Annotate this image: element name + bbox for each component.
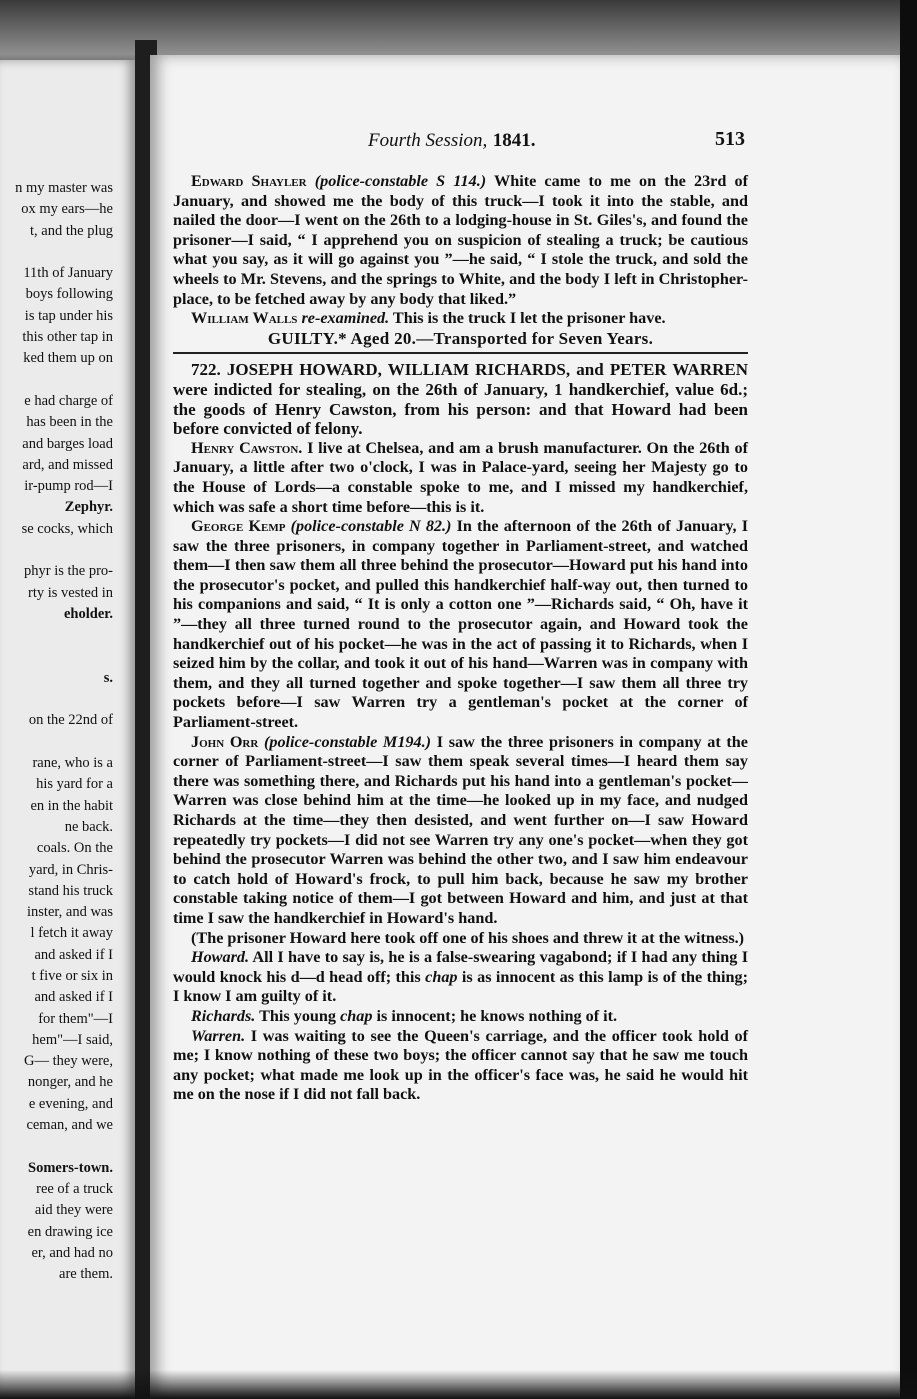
testimony-walls	[173, 309, 748, 329]
session-title: Fourth Session,	[368, 130, 488, 151]
witness-role: (police-constable S 114.)	[314, 172, 487, 190]
facing-page-line: e had charge of	[24, 392, 113, 409]
facing-page-line: hem"—I said,	[32, 1031, 113, 1048]
facing-page-line: coals. On the	[36, 840, 113, 857]
verdict: GUILTY.* Aged 20.—Transported for Seven Years.	[267, 328, 654, 348]
stage-note: (The prisoner Howard here took off one of his shoes and threw it at the witness.)	[191, 928, 745, 947]
witness-name: Edward Shayler	[191, 172, 307, 190]
testimony-orr	[173, 733, 748, 929]
facing-page-line: his yard for a	[36, 776, 113, 793]
facing-page-line: G— they were,	[24, 1053, 113, 1070]
defence-text: is as innocent as this lamp is of the thing; I know I am guilty of it.	[173, 967, 748, 1006]
main-page	[150, 55, 900, 1399]
defence-text: This young	[255, 1006, 341, 1025]
facing-page-line: boys following	[25, 286, 113, 303]
facing-page-line	[0, 1136, 135, 1157]
scan-bottom-edge	[0, 1370, 917, 1399]
witness-name: William Walls	[191, 309, 298, 328]
page-number: 513	[715, 128, 745, 150]
facing-page-line	[0, 689, 135, 710]
witness-name: John Orr	[191, 732, 259, 751]
facing-page-line: rty is vested in	[28, 584, 113, 601]
testimony-text: White came to me on the 23rd of January, and showed me the body of this truck—I took it into the stable, and nailed the door—I went on the 26th to a lodging-house in St. Giles's, and found the prisoner—I said, “ I apprehend you on suspicion of stealing a truck; be cautious what you say, as it will go against you ”—he said, “ I stole the truck, and sold the wheels to Mr. Stevens, and the springs to White, and the body I left in Christopher-place, to be fetched away by any body that liked.”	[173, 172, 748, 308]
facing-page-line: ne back.	[64, 818, 113, 835]
facing-page-line: en in the habit	[30, 797, 113, 814]
defence-richards	[173, 1007, 748, 1027]
testimony-cawston	[173, 439, 748, 517]
facing-page-line: aid they were	[34, 1202, 113, 1219]
defence-howard	[173, 948, 748, 1007]
speaker-name: Warren.	[191, 1026, 246, 1045]
facing-page-line: t five or six in	[31, 967, 113, 984]
chap-word: chap	[425, 967, 458, 986]
facing-page-line: phyr is the pro-	[24, 563, 113, 580]
facing-page-line: n my master was	[15, 180, 113, 196]
facing-page-line: inster, and was	[27, 904, 113, 921]
facing-page-line: er, and had no	[31, 1244, 113, 1261]
facing-page-line: and barges load	[22, 435, 113, 452]
facing-page-line: ree of a truck	[36, 1180, 113, 1197]
facing-page-line: nonger, and he	[27, 1074, 113, 1091]
scan-right-edge	[900, 0, 917, 1399]
facing-page-line: ard, and missed	[22, 456, 113, 473]
facing-page-line: has been in the	[26, 414, 113, 431]
facing-page-line: ox my ears—he	[21, 201, 113, 218]
defence-warren	[173, 1027, 748, 1105]
speaker-name: Richards.	[191, 1006, 256, 1025]
case-divider	[173, 352, 748, 354]
defence-text: I was waiting to see the Queen's carriage, and the officer took hold of me; I know nothing of these two boys; the officer cannot say that he saw me touch any pocket; what made me look up in the officer's face was, he said he would hit me on the nose if I did not fall back.	[173, 1026, 748, 1104]
facing-page-line	[0, 647, 135, 668]
facing-page-line: Zephyr.	[64, 499, 113, 516]
facing-page-line: l fetch it away	[30, 925, 113, 942]
chap-word: chap	[340, 1006, 373, 1025]
witness-name: Henry Cawston.	[191, 438, 303, 457]
facing-page-line: ir-pump rod—I	[24, 478, 113, 495]
facing-page-line: and asked if I	[34, 989, 113, 1006]
facing-page-line: for them"—I	[38, 1010, 113, 1027]
facing-page-line: 11th of January	[23, 265, 113, 282]
facing-page-line	[0, 370, 135, 391]
page-body	[173, 172, 748, 1105]
facing-page-line: yard, in Chris-	[28, 861, 113, 878]
facing-page-line: s.	[103, 669, 113, 686]
facing-page-line: se cocks, which	[21, 520, 113, 537]
facing-page-line: stand his truck	[28, 882, 113, 899]
witness-name: George Kemp	[191, 517, 286, 536]
facing-page-line: on the 22nd of	[28, 712, 113, 729]
facing-page-line	[0, 242, 135, 263]
witness-role: (police-constable N 82.)	[290, 517, 452, 536]
session-year: 1841.	[492, 130, 536, 151]
facing-page	[0, 60, 135, 1399]
facing-page-line: ceman, and we	[26, 1117, 113, 1134]
facing-page-line	[0, 625, 135, 646]
facing-page-line: ked them up on	[23, 350, 113, 367]
facing-page-line: this other tap in	[22, 329, 113, 346]
case-heading: 722. JOSEPH HOWARD, WILLIAM RICHARDS, and PETER WARREN were indicted for stealing, on the 26th of January, 1 handkerchief, value 6d.; the goods of Henry Cawston, from his person: and that Howard had been before convicted of felony.	[173, 360, 748, 439]
testimony-kemp	[173, 517, 748, 733]
facing-page-line: eholder.	[63, 605, 113, 622]
defence-text: All I have to say is, he is a false-swearing vagabond; if I had any thing I would knock his d—d head off; this	[173, 948, 748, 986]
facing-page-line	[0, 540, 135, 561]
facing-page-line: rane, who is a	[32, 755, 113, 772]
witness-role: (police-constable M194.)	[263, 732, 432, 751]
witness-role: re-examined.	[301, 309, 390, 328]
testimony-shayler	[173, 172, 748, 309]
facing-page-line: is tap under his	[24, 307, 113, 324]
testimony-text: This is the truck I let the prisoner have.	[389, 309, 666, 328]
speaker-name: Howard.	[191, 948, 250, 967]
facing-page-line: t, and the plug	[30, 222, 113, 239]
facing-page-line: en drawing ice	[27, 1223, 113, 1240]
facing-page-line: Somers-town.	[28, 1159, 113, 1176]
facing-page-line: and asked if I	[34, 946, 113, 963]
defence-text: is innocent; he knows nothing of it.	[372, 1006, 618, 1025]
testimony-text: I live at Chelsea, and am a brush manufacturer. On the 26th of January, a little after two o'clock, I was in Palace-yard, seeing her Majesty go to the House of Lords—a constable spoke to me, and I missed my handkerchief, which was safe a short time before—this is it.	[173, 438, 749, 516]
facing-page-line	[0, 732, 135, 753]
facing-page-line: are them.	[59, 1266, 113, 1283]
facing-page-text	[0, 178, 135, 1285]
testimony-text: In the afternoon of the 26th of January, I saw the three prisoners, in company together in Parliament-street, and watched them—I then saw them all three behind the prosecutor—Howard put his hand into the prosecutor's pocket, and pulled this handkerchief half-way out, then turned to his companions and said, “ It is only a cotton one ”—Richards said, “ Oh, have it ”—they all three turned round to the prosecutor again, and Howard took the handkerchief out of his pocket—he was in the act of passing it to Richards, when I seized him by the collar, and took it out of his hand—Warren was in company with them, and they all turned together and spoke together—I saw them all three try pockets before—I saw Warren try a gentleman's pocket at the corner of Parliament-street.	[173, 517, 748, 732]
testimony-text: I saw the three prisoners in company at the corner of Parliament-street—I saw them speak several times—I heard them say there was something there, and Richards put his hand into a gentleman's pocket—Warren was close behind him at the time—he looked up in my face, and nudged Richards at the time—they then desisted, and went further on—I saw Howard repeatedly try pockets—I did not see Warren try any one's pocket—when they got behind the prosecutor Warren was behind the other two, and I saw him endeavour to catch hold of Howard's frock, to pull him back, because he saw my brother constable taking notice of them—I got between Howard and him, and just at that time I saw the handkerchief in Howard's hand.	[173, 732, 748, 927]
facing-page-line: e evening, and	[28, 1095, 113, 1112]
